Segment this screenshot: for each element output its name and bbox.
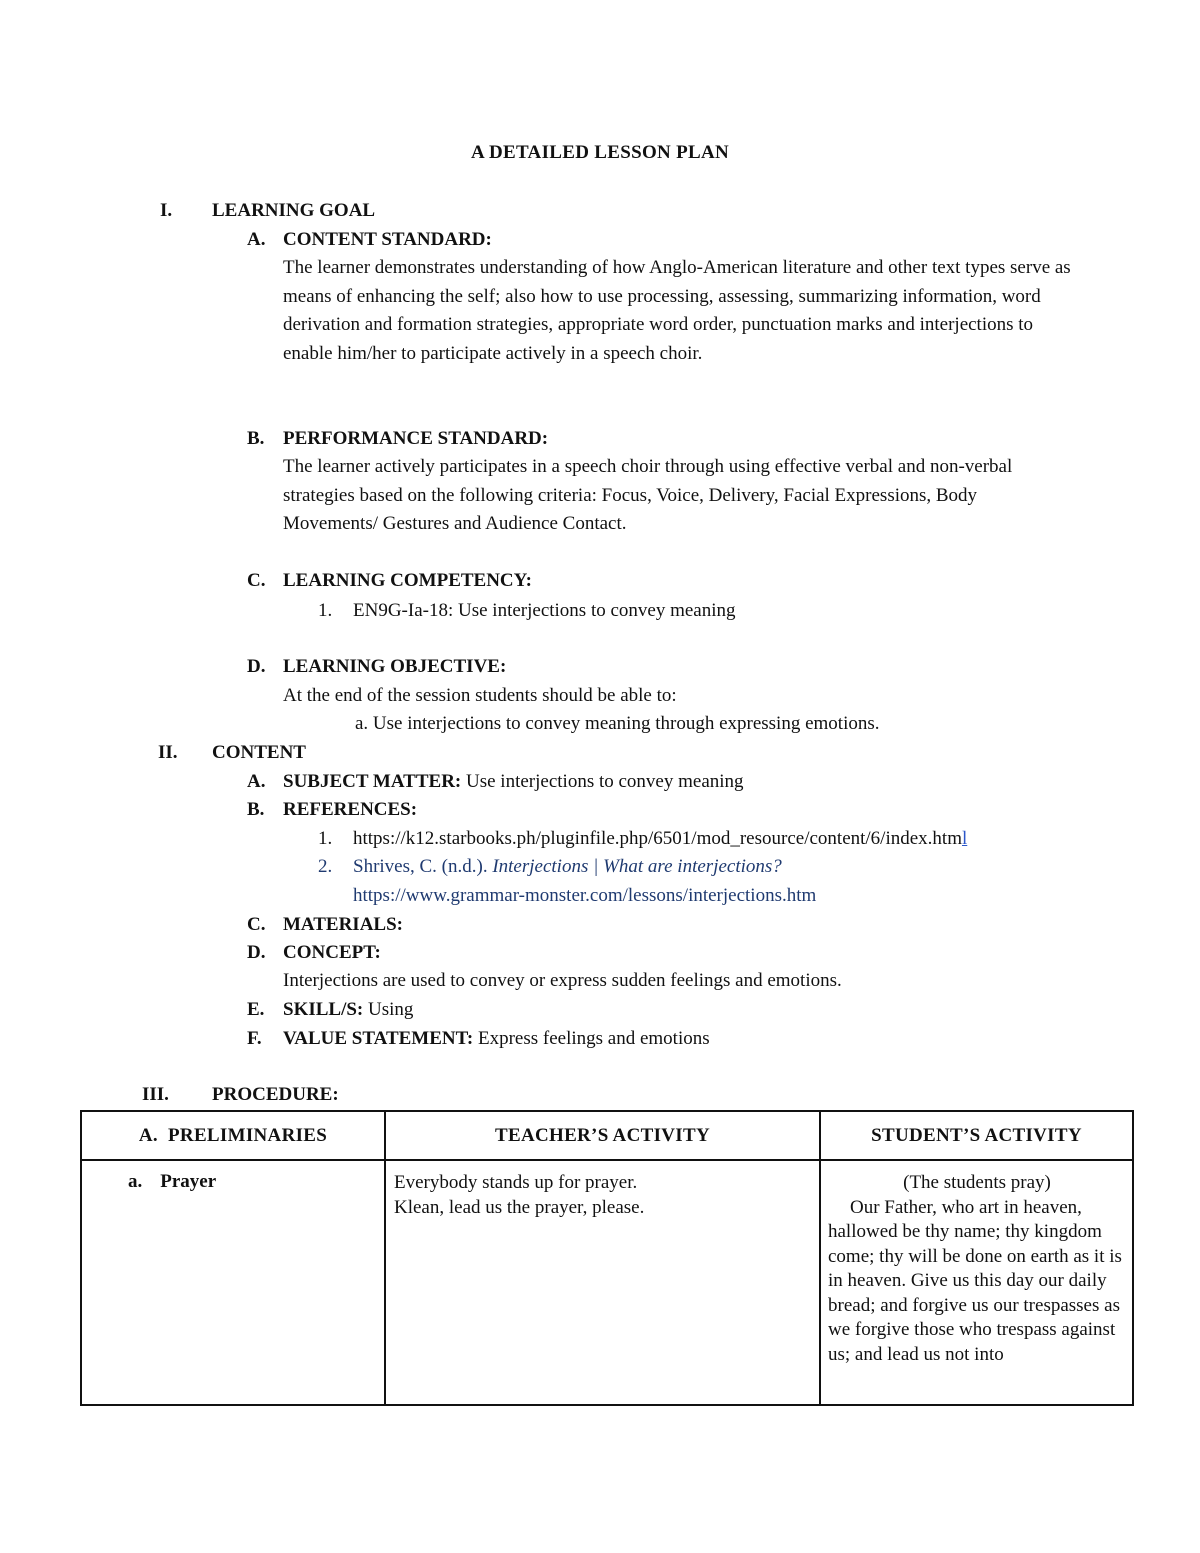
student-prayer-block: [828, 1196, 1126, 1368]
content-standard-letter: A.: [247, 229, 266, 250]
learning-objective-intro: At the end of the session students should be able to:: [283, 685, 677, 706]
reference-2-citation: [353, 856, 782, 878]
student-activity-cell: [820, 1160, 1133, 1405]
learning-competency-item: EN9G-Ia-18: Use interjections to convey meaning: [353, 600, 736, 621]
value-statement-letter: F.: [247, 1028, 262, 1049]
concept-label: CONCEPT:: [283, 942, 381, 963]
section-2-number: II.: [158, 742, 178, 763]
skills-letter: E.: [247, 999, 265, 1020]
value-statement-label: VALUE STATEMENT:: [283, 1028, 474, 1049]
materials-label: MATERIALS:: [283, 914, 403, 935]
teacher-activity: [386, 1161, 819, 1220]
section-1-number: I.: [160, 200, 173, 221]
student-activity-heading: (The students pray): [903, 1172, 1051, 1193]
performance-standard-label: PERFORMANCE STANDARD:: [283, 428, 549, 449]
skills-label: SKILL/S:: [283, 999, 364, 1020]
materials-letter: C.: [247, 914, 266, 935]
skills-line: [283, 999, 413, 1021]
reference-2-number: 2.: [318, 856, 333, 877]
learning-objective-label: LEARNING OBJECTIVE:: [283, 656, 507, 677]
teacher-activity-cell: [385, 1160, 820, 1405]
reference-1-number: 1.: [318, 828, 333, 849]
procedure-table-header-row: [81, 1111, 1133, 1160]
subject-matter-label: SUBJECT MATTER:: [283, 771, 462, 792]
header-students-activity: STUDENT’S ACTIVITY: [820, 1111, 1133, 1160]
student-activity: [821, 1161, 1132, 1367]
references-letter: B.: [247, 799, 265, 820]
prayer-text: Prayer: [160, 1171, 217, 1192]
reference-2-title: Interjections | What are interjections?: [492, 856, 782, 877]
learning-competency-letter: C.: [247, 570, 266, 591]
section-3-number: III.: [142, 1084, 169, 1105]
student-prayer-text: Our Father, who art in heaven, hallowed be thy name; thy kingdom come; thy will be done on earth as it is in heaven. Give us this day our daily bread; and forgive us our trespasses as we forgive those who trespass against us; and lead us not into: [828, 1196, 1122, 1365]
learning-objective-item: a. Use interjections to convey meaning through expressing emotions.: [355, 713, 880, 734]
subject-matter-letter: A.: [247, 771, 266, 792]
subject-matter-text: Use interjections to convey meaning: [461, 771, 744, 792]
reference-2-url[interactable]: https://www.grammar-monster.com/lessons/interjections.htm: [353, 885, 817, 906]
page-title: A DETAILED LESSON PLAN: [470, 142, 730, 163]
section-2-heading: CONTENT: [212, 742, 306, 763]
subject-matter-line: [283, 771, 744, 793]
skills-text: Using: [363, 999, 414, 1020]
learning-competency-label: LEARNING COMPETENCY:: [283, 570, 532, 591]
concept-letter: D.: [247, 942, 266, 963]
reference-1-url-tail[interactable]: l: [961, 828, 968, 849]
references-label: REFERENCES:: [283, 799, 418, 820]
content-standard-label: CONTENT STANDARD:: [283, 229, 492, 250]
reference-2-author: Shrives, C. (n.d.).: [353, 856, 493, 877]
value-statement-text: Express feelings and emotions: [473, 1028, 710, 1049]
reference-1-link[interactable]: [353, 828, 967, 850]
section-1-heading: LEARNING GOAL: [212, 200, 376, 221]
procedure-table: [80, 1110, 1134, 1406]
performance-standard-text: The learner actively participates in a speech choir through using effective verbal and non-verbal strategies based on the following criteria: Focus, Voice, Delivery, Facial Expressions, Body Movements/ Gestures and Audience Contact.: [283, 456, 1013, 535]
header-preliminaries: A. PRELIMINARIES: [81, 1111, 385, 1160]
header-teachers-activity: TEACHER’S ACTIVITY: [385, 1111, 820, 1160]
content-standard-text: The learner demonstrates understanding of how Anglo-American literature and other text types serve as means of enhancing the self; also how to use processing, assessing, summarizing information, word derivation and formation strategies, appropriate word order, punctuation marks and interjections to enable him/her to participate actively in a speech choir.: [283, 257, 1071, 364]
prayer-cell: [81, 1160, 385, 1405]
value-statement-line: [283, 1028, 710, 1050]
prayer-label: [82, 1161, 384, 1193]
concept-text: Interjections are used to convey or express sudden feelings and emotions.: [283, 970, 842, 991]
teacher-line-1: Everybody stands up for prayer.: [394, 1172, 638, 1193]
section-3-heading: PROCEDURE:: [212, 1084, 339, 1105]
prayer-letter: a.: [128, 1171, 143, 1192]
learning-competency-item-number: 1.: [318, 600, 333, 621]
learning-objective-letter: D.: [247, 656, 266, 677]
performance-standard-letter: B.: [247, 428, 265, 449]
table-row: [81, 1160, 1133, 1405]
reference-1-url[interactable]: https://k12.starbooks.ph/pluginfile.php/6501/mod_resource/content/6/index.htm: [353, 828, 962, 849]
teacher-line-2: Klean, lead us the prayer, please.: [394, 1196, 645, 1218]
